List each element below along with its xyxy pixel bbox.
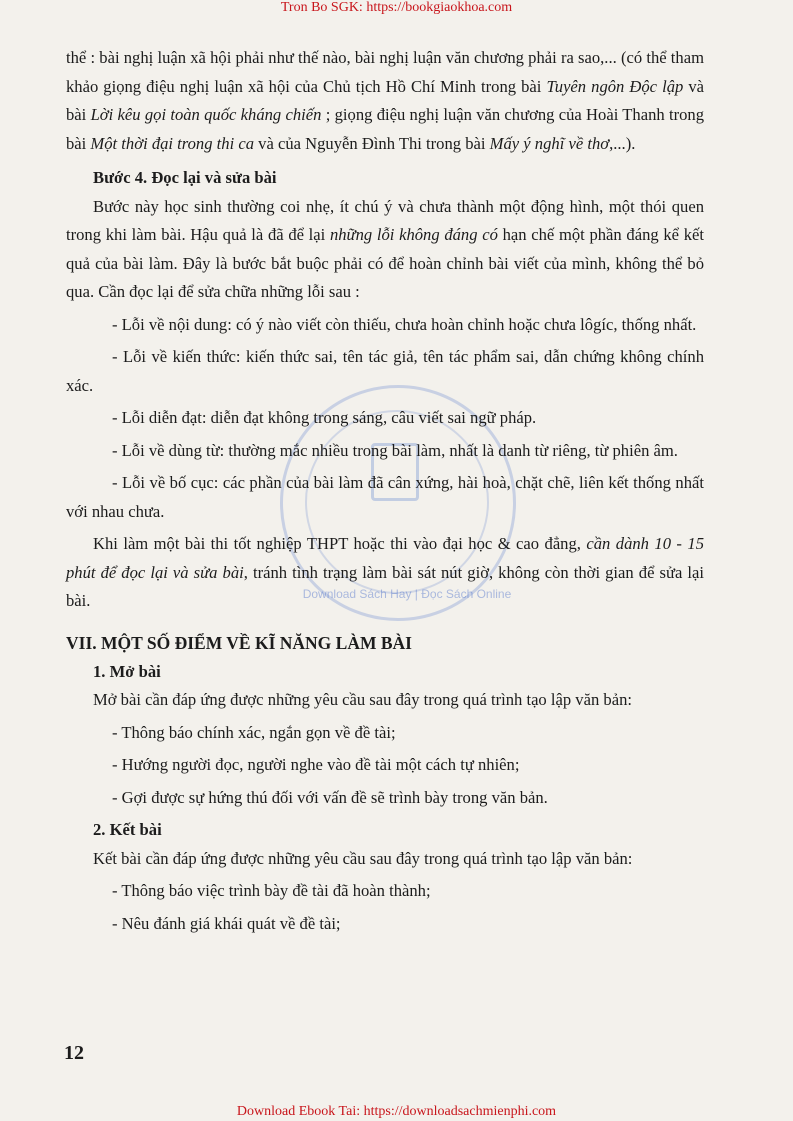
step4-paragraph: Bước này học sinh thường coi nhẹ, ít chú ý và chưa thành một động hình, một thói quen trong khi làm bài. Hậu quả là đã để lại những lỗi không đáng có hạn chế một phần đáng kể kết quả của bài làm. Đây là bước bắt buộc phải có để hoàn chỉnh bài viết của mình, không thể bỏ qua. Cần đọc lại để sửa chữa những lỗi sau : — [66, 196, 704, 301]
error-item: - Lỗi về nội dung: có ý nào viết còn thiếu, chưa hoàn chỉnh hoặc chưa lôgíc, thống nhất. — [112, 314, 697, 334]
header-source-link[interactable]: Tron Bo SGK: https://bookgiaokhoa.com — [280, 0, 513, 15]
intro-item: - Hướng người đọc, người nghe vào đề tài một cách tự nhiên; — [112, 755, 520, 774]
section-heading: VII. MỘT SỐ ĐIỂM VỀ KĨ NĂNG LÀM BÀI — [66, 632, 412, 653]
watermark-text: Download Sách Hay | Đọc Sách Online — [302, 587, 512, 601]
footer-download-link[interactable]: Download Ebook Tai: https://downloadsachmienphi.com — [236, 1104, 557, 1119]
error-item: - Lỗi diễn đạt: diễn đạt không trong sáng, câu viết sai ngữ pháp. — [112, 408, 537, 427]
error-item: - Lỗi về bố cục: các phần của bài làm đã cân xứng, hài hoà, chặt chẽ, liên kết thống nhất với nhau chưa. — [66, 473, 704, 521]
conclusion-item: - Nêu đánh giá khái quát về đề tài; — [112, 913, 341, 933]
conclusion-requirements: Kết bài cần đáp ứng được những yêu cầu sau đây trong quá trình tạo lập văn bản: — [93, 848, 633, 868]
page-content — [66, 44, 704, 938]
conclusion-item: - Thông báo việc trình bày đề tài đã hoàn thành; — [112, 881, 431, 900]
intro-item: - Thông báo chính xác, ngắn gọn về đề tài; — [112, 722, 396, 742]
step4-closing: Khi làm một bài thi tốt nghiệp THPT hoặc thi vào đại học & cao đẳng, cần dành 10 - 15 phút để đọc lại và sửa bài, tránh tình trạng làm bài sát nút giờ, không còn thời gian để sửa lại bài. — [66, 534, 704, 610]
intro-heading: 1. Mở bài — [93, 661, 161, 681]
error-item: - Lỗi về dùng từ: thường mắc nhiều trong bài làm, nhất là danh từ riêng, từ phiên âm. — [112, 440, 678, 460]
conclusion-heading: 2. Kết bài — [93, 820, 162, 839]
step4-heading: Bước 4. Đọc lại và sửa bài — [93, 168, 277, 187]
intro-item: - Gợi được sự hứng thú đối với vấn đề sẽ trình bày trong văn bản. — [112, 787, 548, 807]
error-item: - Lỗi về kiến thức: kiến thức sai, tên tác giả, tên tác phẩm sai, dẫn chứng không chính xác. — [66, 347, 704, 395]
intro-paragraph: thể : bài nghị luận xã hội phải như thế nào, bài nghị luận văn chương phải ra sao,... (có thể tham khảo giọng điệu nghị luận xã hội của Chủ tịch Hồ Chí Minh trong bài Tuyên ngôn Độc lập và bài Lời kêu gọi toàn quốc kháng chiến ; giọng điệu nghị luận văn chương của Hoài Thanh trong bài Một thời đại trong thi ca và của Nguyễn Đình Thi trong bài Mấy ý nghĩ về thơ,...). — [66, 48, 705, 153]
intro-requirements: Mở bài cần đáp ứng được những yêu cầu sau đây trong quá trình tạo lập văn bản: — [93, 690, 632, 709]
page-number: 12 — [64, 1042, 84, 1064]
